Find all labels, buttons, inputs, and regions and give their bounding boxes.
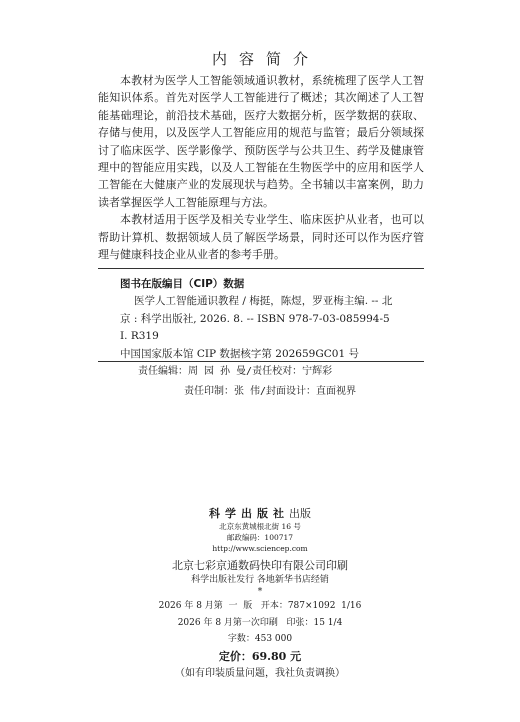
cip-line-4: 中国国家版本馆 CIP 数据核字第 202659GC01 号 [120, 347, 359, 360]
distribution-info: 科学出版社发行 各地新华书店经销 [191, 575, 329, 585]
staff-credits [98, 362, 424, 402]
page-title: 内容简介 [211, 50, 320, 68]
publisher-name [0, 505, 520, 521]
cip-heading: 图书在版编目（CIP）数据 [120, 278, 245, 290]
word-count: 字数：453 000 [227, 634, 293, 644]
quality-notice: （如有印装质量问题，我社负责调换） [175, 668, 345, 679]
publisher-address: 北京东黄城根北街 16 号 [219, 522, 301, 531]
summary-paragraph-1: 本教材为医学人工智能领域通识教材，系统梳理了医学人工智能知识体系。首先对医学人工智能进行了概述；其次阐述了人工智能基础理论，前沿技术基础，医疗大数据分析，医学数据的获取、存储与使用，以及医学人工智能应用的规范与监管；最后分领域探讨了临床医学、医学影像学、预防医学与公共卫生、药学及健康管理中的智能应用实践，以及人工智能在生物医学中的应用和医学人工智能在大健康产业的发展现状与趋势。全书辅以丰富案例，助力读者掌握医学人工智能原理与方法。 [98, 74, 424, 209]
cip-line-2: 京 : 科学出版社, 2026. 8. -- ISBN 978-7-03-085994-5 [120, 312, 390, 325]
price: 定价：69.80 元 [218, 650, 302, 663]
staff-line-1: 责任编辑：周 园 孙 曼/责任校对：宁辉彩 [138, 366, 333, 377]
publisher-website: http://www.sciencep.com [212, 544, 308, 553]
edition-info: 2026 年 8 月第 一 版 开本：787×1092 1/16 [158, 601, 362, 611]
divider-top [98, 268, 424, 269]
summary-paragraph-2: 本教材适用于医学及相关专业学生、临床医护从业者，也可以帮助计算机、数据领域人员了解医学场景，同时还可以作为医疗管理与健康科技企业从业者的参考手册。 [98, 213, 424, 262]
content-summary [98, 72, 424, 263]
cip-block [120, 276, 424, 363]
cip-line-3: Ⅰ. R319 [120, 330, 159, 343]
publisher-name-suffix: 出版 [289, 507, 311, 520]
publisher-name-text: 科学出版社 [209, 507, 289, 520]
publisher-block [0, 505, 520, 682]
publisher-postcode: 邮政编码：100717 [226, 533, 294, 542]
separator-star: * [257, 587, 263, 597]
staff-line-2: 责任印制：张 伟/封面设计：直面视界 [184, 386, 357, 397]
cip-line-1: 医学人工智能通识教程 / 梅挺，陈煜，罗亚梅主编. -- 北 [134, 295, 393, 308]
printing-info: 2026 年 8 月第一次印刷 印张：15 1/4 [177, 618, 343, 628]
printer-info: 北京七彩京通数码快印有限公司印刷 [172, 559, 348, 572]
